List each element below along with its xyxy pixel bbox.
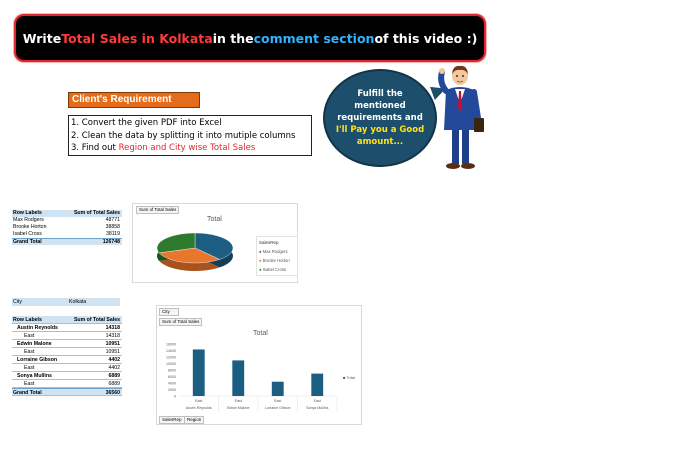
table-cell: East xyxy=(24,349,35,355)
table-row xyxy=(12,217,122,224)
table-row xyxy=(12,340,122,348)
requirement-item-1: 1. Convert the given PDF into Excel xyxy=(71,118,222,128)
banner-highlight-blue: comment section xyxy=(253,30,375,46)
y-tick-label: 16000 xyxy=(166,342,176,347)
table-cell: 126748 xyxy=(102,239,120,245)
table-cell: East xyxy=(24,381,35,387)
y-tick-label: 10000 xyxy=(166,361,176,366)
requirement-list xyxy=(68,115,312,156)
table-cell: Brooke Horton xyxy=(13,224,47,230)
salesrep-axis-tag[interactable]: SalesRep xyxy=(159,416,185,424)
y-tick-label: 14000 xyxy=(166,348,176,353)
x-tick-region-label: East xyxy=(234,399,242,403)
table-row xyxy=(12,364,122,372)
table-cell: Sonya Mullins xyxy=(17,373,52,379)
bar-legend-label: Total xyxy=(346,375,355,380)
pie-value-tag[interactable]: Sum of Total Sales xyxy=(136,206,179,214)
table-cell: 6889 xyxy=(108,381,120,387)
pie-chart-title: Total xyxy=(207,216,222,223)
table-cell: 36560 xyxy=(105,390,120,396)
bar-value-tag[interactable]: Sum of Total Sales xyxy=(159,318,202,326)
banner-highlight-red: Total Sales in Kolkata xyxy=(61,30,213,46)
pie-legend-title[interactable]: SalesRep xyxy=(259,240,279,245)
requirement-item-3-highlight: Region and City wise Total Sales xyxy=(118,143,256,154)
table-cell: 10951 xyxy=(105,341,120,347)
bar[interactable] xyxy=(272,382,284,396)
city-filter-label: City xyxy=(13,299,22,305)
table-cell: 38119 xyxy=(105,231,120,237)
y-tick-label: 0 xyxy=(174,394,176,399)
x-tick-region-label: East xyxy=(274,399,282,403)
table-cell: East xyxy=(24,365,35,371)
table-cell: 4402 xyxy=(108,365,120,371)
pivot-header-row xyxy=(12,316,122,324)
pivot-header-label[interactable]: Row Labels xyxy=(13,210,42,216)
table-cell: 48771 xyxy=(105,217,120,223)
bar[interactable] xyxy=(232,360,244,396)
table-cell: Lorraine Gibson xyxy=(17,357,58,363)
y-tick-label: 4000 xyxy=(168,381,176,386)
x-tick-salesrep-label: Lorraine Gibson xyxy=(264,406,291,410)
bar[interactable] xyxy=(311,374,323,396)
pie-legend-item: ● Max Rodgers xyxy=(259,249,288,254)
city-filter-value[interactable]: Kolkata xyxy=(69,299,87,305)
x-tick-salesrep-label: Austin Reynolds xyxy=(185,406,212,410)
bar-chart-plot xyxy=(157,338,363,416)
table-cell: Austin Reynolds xyxy=(17,325,58,331)
legend-label: Brooke Horton xyxy=(262,258,290,263)
table-cell: 4402 xyxy=(108,357,120,363)
bar-chart-title: Total xyxy=(253,330,268,337)
pivot-header-value: Sum of Total Sales xyxy=(73,210,120,216)
banner-text-pre: Write xyxy=(22,30,62,46)
grand-total-row xyxy=(12,388,122,396)
x-tick-region-label: East xyxy=(313,399,321,403)
table-cell: Edwin Malone xyxy=(17,341,52,347)
table-row xyxy=(12,372,122,380)
pivot-table-city xyxy=(12,316,122,396)
pivot-header-label[interactable]: Row Labels xyxy=(13,317,42,323)
bubble-text: Fulfill the mentioned requirements and xyxy=(337,89,423,123)
table-cell: 10951 xyxy=(105,349,120,355)
table-cell: Max Rodgers xyxy=(13,217,44,223)
table-cell: Grand Total xyxy=(13,239,42,245)
bar-legend: ■ Total xyxy=(343,375,355,380)
table-row xyxy=(12,380,122,388)
y-tick-label: 8000 xyxy=(168,368,176,373)
table-row xyxy=(12,348,122,356)
city-filter[interactable] xyxy=(12,298,120,306)
table-cell: East xyxy=(24,333,35,339)
bar-filter-tag[interactable]: City xyxy=(159,308,179,316)
table-cell: 38858 xyxy=(105,224,120,230)
requirement-item-2: 2. Clean the data by splitting it into mutiple columns xyxy=(71,130,296,141)
table-row xyxy=(12,356,122,364)
title-banner xyxy=(14,14,486,62)
table-cell: 14318 xyxy=(105,333,120,339)
businessman-illustration xyxy=(436,62,484,172)
y-tick-label: 6000 xyxy=(168,374,176,379)
banner-text-post: of this video :) xyxy=(374,30,478,46)
region-axis-tag[interactable]: Region xyxy=(184,416,204,424)
pivot-table-salesrep xyxy=(12,210,122,245)
table-cell: Isabel Cross xyxy=(13,231,42,237)
x-tick-salesrep-label: Edwin Malone xyxy=(226,406,250,410)
table-row xyxy=(12,332,122,340)
pivot-header-value: Sum of Total Sales xyxy=(73,317,120,323)
table-row xyxy=(12,231,122,238)
pie-chart-plot xyxy=(153,228,238,278)
bar[interactable] xyxy=(193,349,205,396)
table-cell: 6889 xyxy=(108,373,120,379)
requirement-item-3 xyxy=(71,142,309,155)
pie-legend xyxy=(256,236,298,276)
table-row xyxy=(12,224,122,231)
pie-chart-card[interactable] xyxy=(132,203,298,283)
bar-chart-card[interactable] xyxy=(156,305,362,425)
banner-text-mid: in the xyxy=(212,30,254,46)
x-tick-salesrep-label: Sonya Mullins xyxy=(306,406,329,410)
bubble-highlight: I'll Pay you a Good amount... xyxy=(335,125,425,147)
table-cell: 14318 xyxy=(105,325,120,331)
pie-legend-item: ● Brooke Horton xyxy=(259,258,290,263)
table-row xyxy=(12,324,122,332)
y-tick-label: 2000 xyxy=(168,387,176,392)
legend-label: Isabel Cross xyxy=(262,267,286,272)
y-tick-label: 12000 xyxy=(166,355,176,360)
speech-bubble xyxy=(323,69,437,167)
x-tick-region-label: East xyxy=(195,399,203,403)
requirement-title: Client's Requirement xyxy=(68,92,200,108)
requirement-item-3-text: 3. Find out xyxy=(71,143,119,154)
pie-legend-item: ● Isabel Cross xyxy=(259,267,286,272)
table-cell: Grand Total xyxy=(13,390,42,396)
pivot-header-row xyxy=(12,210,122,217)
grand-total-row xyxy=(12,238,122,245)
legend-label: Max Rodgers xyxy=(262,249,288,254)
